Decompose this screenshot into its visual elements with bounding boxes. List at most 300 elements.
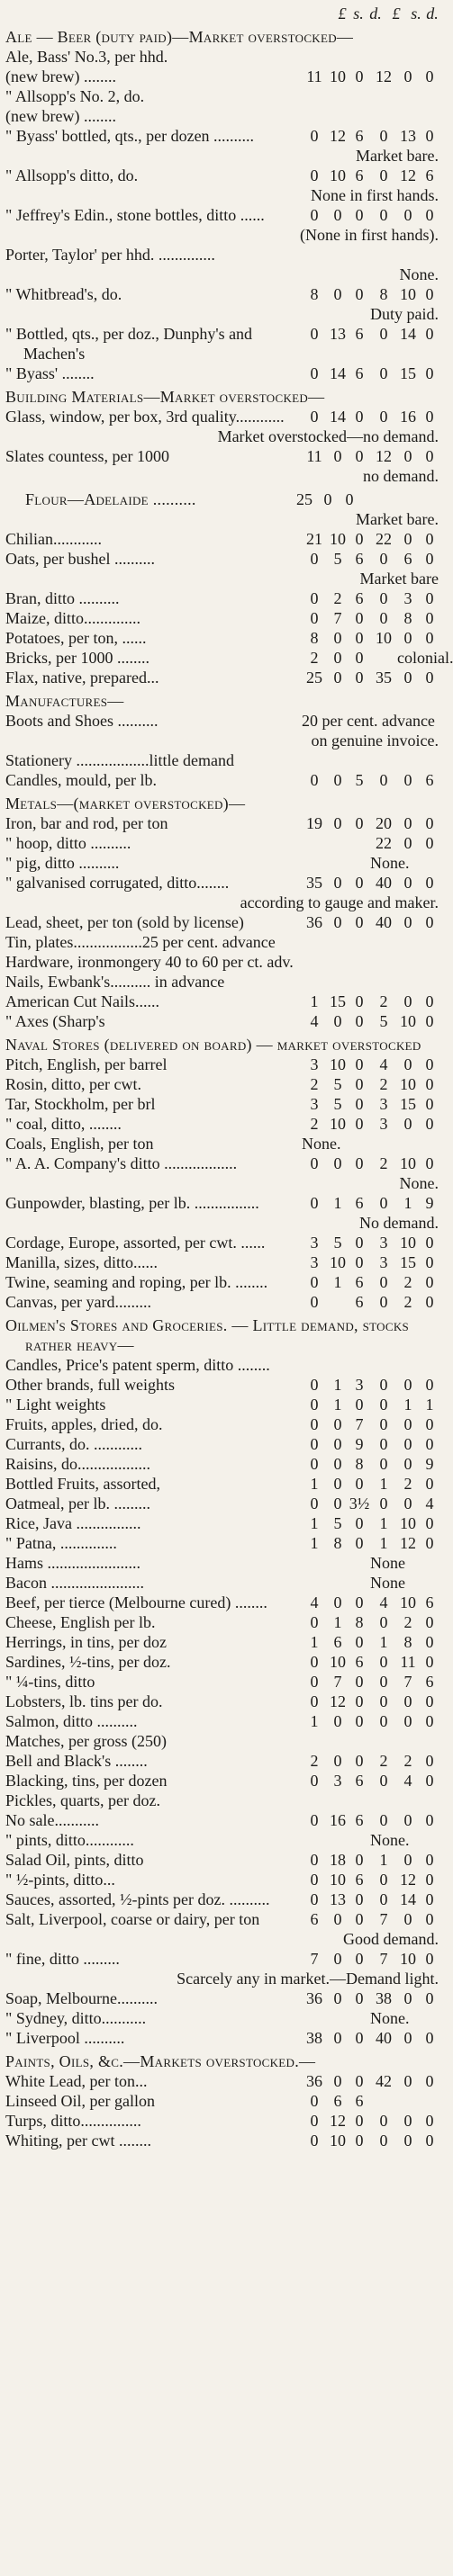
price-cell: 0 [355, 206, 364, 224]
item-description: " ½-pints, ditto... [5, 1871, 115, 1889]
price-cell: 0 [425, 1910, 434, 1928]
price-cell: 7 [379, 1950, 388, 1968]
price-cell: 12 [376, 67, 392, 85]
price-cell: 6 [355, 1871, 364, 1889]
price-cell: 36 [306, 913, 322, 931]
price-cell: 10 [400, 1593, 416, 1611]
price-cell: 13 [330, 325, 346, 343]
item-description: Glass, window, per box, 3rd quality............ [5, 408, 285, 426]
item-description: Sardines, ½-tins, per doz. [5, 1653, 171, 1671]
price-cell: 8 [355, 1455, 364, 1473]
price-cell: 40 [376, 2029, 392, 2047]
item-description: Coals, English, per ton [5, 1135, 154, 1153]
item-description: Bell and Black's ........ [5, 1752, 148, 1770]
price-cell: 0 [379, 1890, 388, 1908]
price-cell: 5 [333, 1514, 342, 1532]
price-cell: 0 [355, 1534, 364, 1552]
price-cell: 8 [403, 1633, 412, 1651]
price-cell: 4 [310, 1593, 319, 1611]
price-cell: 1 [310, 1712, 319, 1730]
price-cell: 8 [310, 629, 319, 647]
price-row [5, 1434, 440, 1454]
price-cell: 5 [333, 1075, 342, 1093]
price-row [5, 1612, 440, 1632]
price-row [5, 1474, 440, 1494]
item-description: Bacon ....................... [5, 1574, 144, 1592]
item-description: Cheese, English per lb. [5, 1613, 156, 1631]
price-row [5, 2008, 440, 2028]
price-cell: 38 [376, 1989, 392, 2007]
price-cell: 6 [355, 325, 364, 343]
price-cell: 8 [403, 609, 412, 627]
price-cell: 10 [330, 1115, 346, 1133]
price-row [5, 668, 440, 687]
price-cell: 25 [306, 669, 322, 687]
price-cell: 0 [425, 447, 434, 465]
price-row [5, 1731, 440, 1751]
price-cell: 2 [403, 1752, 412, 1770]
item-description: Matches, per gross (250) [5, 1732, 167, 1750]
item-description: Fruits, apples, dried, do. [5, 1415, 163, 1433]
price-row [5, 1672, 440, 1692]
price-row [5, 2131, 440, 2150]
market-note: None. [399, 265, 439, 283]
price-cell: 0 [310, 1455, 319, 1473]
price-cell: 2 [310, 1115, 319, 1133]
price-cell: 0 [333, 814, 342, 832]
price-cell: 0 [333, 1494, 342, 1512]
price-cell: 0 [310, 364, 319, 382]
price-cell: 42 [376, 2072, 392, 2090]
section-title: Manufactures— [5, 692, 124, 710]
item-description: " coal, ditto, ........ [5, 1115, 122, 1133]
price-cell: 0 [333, 447, 342, 465]
item-description: (new brew) ........ [5, 107, 116, 125]
price-row [5, 608, 440, 628]
price-cell: 2 [333, 589, 342, 607]
item-description: Candles, Price's patent sperm, ditto ........ [5, 1356, 270, 1374]
price-row [5, 1751, 440, 1771]
price-cell: 0 [355, 1075, 364, 1093]
market-note: on genuine invoice. [311, 732, 439, 749]
item-description: " Byass' bottled, qts., per dozen .......... [5, 127, 255, 145]
item-description: Ale, Bass' No.3, per hhd. [5, 48, 168, 66]
price-cell: 2 [310, 1075, 319, 1093]
price-cell: 0 [355, 447, 364, 465]
price-row [5, 324, 440, 364]
item-description: " Liverpool .......... [5, 2029, 125, 2047]
header-pence-high: d. [426, 4, 439, 22]
price-cell: 0 [355, 814, 364, 832]
price-cell: 1 [403, 1194, 412, 1212]
price-cell: 0 [403, 1415, 412, 1433]
item-description: Candles, mould, per lb. [5, 771, 157, 789]
header-shillings-high: s. [411, 4, 421, 22]
item-description: Chilian............ [5, 530, 102, 548]
price-cell: 0 [403, 1910, 412, 1928]
item-description: Whiting, per cwt ........ [5, 2132, 151, 2150]
price-list [5, 27, 453, 2150]
price-row [5, 972, 440, 992]
price-cell: 0 [355, 1673, 364, 1691]
price-cell: 12 [400, 1871, 416, 1889]
price-cell: 0 [425, 364, 434, 382]
price-cell: 16 [400, 408, 416, 426]
price-row [5, 126, 440, 146]
price-cell: 0 [403, 1376, 412, 1394]
item-description: White Lead, per ton... [5, 2072, 148, 2090]
item-description: Slates countess, per 1000 [5, 447, 169, 465]
price-cell: 1 [379, 1475, 388, 1493]
price-cell: 0 [425, 669, 434, 687]
price-cell: 0 [333, 1950, 342, 1968]
price-row [5, 1074, 440, 1094]
price-row [5, 932, 440, 952]
price-row [5, 1494, 440, 1513]
price-row [5, 166, 440, 185]
price-cell: 0 [310, 609, 319, 627]
price-cell: 0 [310, 1154, 319, 1172]
price-cell: 4 [379, 1593, 388, 1611]
price-cell: 0 [310, 1396, 319, 1414]
market-note: Good demand. [343, 1930, 439, 1948]
item-description: Iron, bar and rod, per ton [5, 814, 168, 832]
price-row [5, 1233, 440, 1252]
price-row [5, 628, 440, 648]
price-row [5, 1134, 440, 1153]
price-cell: 10 [330, 1055, 346, 1073]
price-cell: 40 [376, 913, 392, 931]
market-note: Market overstocked—no demand. [217, 427, 439, 445]
price-cell: 1 [310, 1633, 319, 1651]
price-cell: 0 [310, 1435, 319, 1453]
price-cell: 0 [379, 364, 388, 382]
price-cell: 0 [403, 834, 412, 852]
item-description: Pitch, English, per barrel [5, 1055, 168, 1073]
price-cell: 0 [403, 669, 412, 687]
item-description: Hams ....................... [5, 1554, 140, 1572]
price-cell: 10 [330, 2132, 346, 2150]
item-description: (new brew) ........ [5, 67, 116, 85]
item-description: " pints, ditto............ [5, 1831, 134, 1849]
price-row [5, 1395, 440, 1414]
price-row [5, 407, 440, 426]
item-description: Tar, Stockholm, per brl [5, 1095, 156, 1113]
price-cell: 0 [425, 285, 434, 303]
section-heading [5, 794, 440, 813]
price-cell: 0 [403, 1989, 412, 2007]
price-cell: 1 [379, 1514, 388, 1532]
price-cell: 3 [379, 1253, 388, 1271]
price-cell: 6 [310, 1910, 319, 1928]
price-cell: 0 [310, 589, 319, 607]
price-cell: 10 [400, 1514, 416, 1532]
price-cell: 0 [333, 874, 342, 892]
price-cell: 0 [310, 1653, 319, 1671]
price-row [5, 1889, 440, 1909]
price-cell: 5 [333, 1095, 342, 1113]
price-cell: 0 [379, 1273, 388, 1291]
price-cell: 19 [306, 814, 322, 832]
price-cell: 6 [355, 589, 364, 607]
price-cell: 3 [355, 1376, 364, 1394]
item-description: Stationery ..................little demand [5, 751, 234, 769]
market-note: (None in first hands). [300, 226, 439, 244]
price-cell: 1 [425, 1396, 434, 1414]
price-row [5, 833, 440, 853]
price-cell: 2 [379, 992, 388, 1010]
price-cell: 7 [403, 1673, 412, 1691]
price-cell: 5 [333, 550, 342, 568]
price-cell: 0 [355, 609, 364, 627]
price-row [5, 1094, 440, 1114]
price-cell: 7 [333, 1673, 342, 1691]
price-cell: 0 [403, 992, 412, 1010]
price-cell: 0 [379, 609, 388, 627]
section-title: Ale — Beer (duty paid)—Market overstocked— [5, 28, 354, 46]
price-cell: 3 [310, 1253, 319, 1271]
price-cell: None. [370, 2009, 410, 2027]
price-row [5, 1454, 440, 1474]
price-cell: 1 [310, 1514, 319, 1532]
price-cell: 0 [355, 669, 364, 687]
header-pounds-low: £ [338, 4, 347, 22]
price-cell: 0 [403, 2112, 412, 2130]
price-row [5, 1553, 440, 1573]
item-description: " Byass' ........ [5, 364, 95, 382]
price-cell: 14 [400, 325, 416, 343]
price-cell: 2 [403, 1273, 412, 1291]
price-cell: 0 [403, 1811, 412, 1829]
price-row [5, 205, 440, 225]
price-cell: 0 [355, 1593, 364, 1611]
price-cell: 0 [333, 2029, 342, 2047]
item-description: " Allsopp's No. 2, do. [5, 87, 145, 105]
price-cell: 0 [310, 1415, 319, 1433]
price-cell: 0 [425, 1534, 434, 1552]
price-row [5, 1292, 440, 1312]
price-cell: 0 [333, 1752, 342, 1770]
price-cell: 11 [400, 1653, 416, 1671]
price-row [5, 711, 440, 731]
price-cell: 1 [333, 1396, 342, 1414]
price-cell: 1 [379, 1633, 388, 1651]
price-cell: 0 [425, 206, 434, 224]
price-row [5, 1810, 440, 1830]
price-cell: 0 [379, 1494, 388, 1512]
price-cell: 0 [425, 1293, 434, 1311]
price-cell: 0 [379, 1712, 388, 1730]
price-cell: 1 [403, 1396, 412, 1414]
price-row [5, 1850, 440, 1870]
price-cell: 9 [355, 1435, 364, 1453]
price-cell: 10 [330, 1253, 346, 1271]
item-description: Oatmeal, per lb. ......... [5, 1494, 150, 1512]
price-cell: 0 [403, 913, 412, 931]
price-cell: 0 [379, 1455, 388, 1473]
price-cell: 0 [425, 1633, 434, 1651]
item-description: Boots and Shoes .......... [5, 712, 159, 730]
item-description: Salmon, ditto .......... [5, 1712, 138, 1730]
price-cell: 1 [310, 1534, 319, 1552]
price-cell: 0 [310, 1194, 319, 1212]
price-row [5, 1375, 440, 1395]
price-cell: 0 [310, 1890, 319, 1908]
item-description: Tin, plates.................25 per cent. advance [5, 933, 276, 951]
price-cell: 0 [403, 2072, 412, 2090]
price-cell: 0 [379, 166, 388, 184]
price-row [5, 549, 440, 569]
price-cell: 7 [355, 1415, 364, 1433]
price-cell: 6 [355, 550, 364, 568]
price-cell: 3 [310, 1234, 319, 1252]
item-description: " pig, ditto .......... [5, 854, 120, 872]
price-cell: 0 [425, 1376, 434, 1394]
price-cell: 0 [425, 127, 434, 145]
price-cell: 0 [355, 913, 364, 931]
price-cell: 0 [355, 1234, 364, 1252]
price-cell: 0 [310, 166, 319, 184]
price-cell: 36 [306, 2072, 322, 2090]
section-heading [5, 1315, 440, 1355]
price-cell: 1 [333, 1376, 342, 1394]
price-cell: 0 [425, 1253, 434, 1271]
item-description: " Patna, .............. [5, 1534, 117, 1552]
price-cell: 7 [310, 1950, 319, 1968]
price-cell: 35 [376, 669, 392, 687]
price-cell: 0 [310, 1273, 319, 1291]
item-description: Raisins, do.................. [5, 1455, 151, 1473]
price-cell: 0 [403, 1055, 412, 1073]
price-cell: 0 [310, 325, 319, 343]
price-row [5, 992, 440, 1011]
price-cell: 0 [403, 1115, 412, 1133]
price-cell: 0 [310, 1494, 319, 1512]
price-cell: 0 [425, 1435, 434, 1453]
price-row [5, 1114, 440, 1134]
price-cell: 0 [379, 1673, 388, 1691]
price-cell: 11 [306, 447, 322, 465]
price-cell: 0 [355, 1989, 364, 2007]
price-cell: 0 [403, 447, 412, 465]
price-cell: 7 [379, 1910, 388, 1928]
price-cell: 0 [345, 490, 354, 508]
price-cell: 0 [310, 550, 319, 568]
price-cell: 10 [400, 1075, 416, 1093]
price-cell: 0 [403, 530, 412, 548]
price-cell: 13 [400, 127, 416, 145]
item-description: Rosin, ditto, per cwt. [5, 1075, 141, 1093]
price-cell: 0 [355, 1692, 364, 1710]
price-cell: 0 [403, 1712, 412, 1730]
price-cell: 0 [425, 1055, 434, 1073]
price-cell: 10 [330, 530, 346, 548]
price-cell: 10 [330, 166, 346, 184]
item-description: Hardware, ironmongery 40 to 60 per ct. adv. [5, 953, 294, 971]
price-cell: 0 [425, 1772, 434, 1790]
price-cell: 0 [425, 1692, 434, 1710]
price-row [5, 648, 453, 668]
price-cell: 10 [400, 1234, 416, 1252]
price-cell: 0 [333, 669, 342, 687]
price-row [5, 1513, 440, 1533]
item-description: Lead, sheet, per ton (sold by license) [5, 913, 244, 931]
price-cell: 1 [333, 1194, 342, 1212]
price-row [5, 2028, 440, 2048]
price-cell: 40 [376, 874, 392, 892]
section-title: Flour—Adelaide .......... [25, 490, 196, 508]
price-row [5, 813, 440, 833]
price-row [5, 446, 440, 466]
price-cell: 1 [379, 1851, 388, 1869]
price-cell: 0 [425, 1234, 434, 1252]
price-cell: 6 [355, 1273, 364, 1291]
item-description: Herrings, in tins, per doz [5, 1633, 167, 1651]
price-cell: 3 [310, 1055, 319, 1073]
price-cell: 0 [333, 1910, 342, 1928]
item-description: Rice, Java ................ [5, 1514, 141, 1532]
item-description: " hoop, ditto .......... [5, 834, 131, 852]
price-row [5, 912, 440, 932]
price-row [5, 529, 440, 549]
price-cell: 0 [379, 1811, 388, 1829]
price-cell: 0 [333, 285, 342, 303]
section-title: Building Materials—Market overstocked— [5, 388, 325, 406]
price-cell: 0 [379, 1772, 388, 1790]
item-description: Beef, per tierce (Melbourne cured) ........ [5, 1593, 267, 1611]
item-description: Turps, ditto............... [5, 2112, 141, 2130]
item-description: " Allsopp's ditto, do. [5, 166, 139, 184]
price-cell: 2 [379, 1752, 388, 1770]
price-cell: 4 [379, 1055, 388, 1073]
price-cell: 0 [425, 550, 434, 568]
price-row [5, 1011, 440, 1031]
price-cell: 0 [425, 1012, 434, 1030]
price-cell: 0 [425, 589, 434, 607]
price-cell: 0 [379, 325, 388, 343]
price-cell: 0 [425, 325, 434, 343]
price-cell: 6 [355, 1653, 364, 1671]
item-description: " Bottled, qts., per doz., Dunphy's and Machen's [5, 325, 253, 363]
price-cell: 10 [400, 1154, 416, 1172]
price-row [5, 588, 440, 608]
price-cell: 0 [403, 1851, 412, 1869]
price-cell: 0 [310, 1673, 319, 1691]
price-cell: 2 [403, 1293, 412, 1311]
price-cell: 10 [330, 67, 346, 85]
price-cell: 0 [425, 1154, 434, 1172]
price-cell: 12 [400, 1534, 416, 1552]
price-cell: 0 [333, 1593, 342, 1611]
price-cell: 0 [425, 1989, 434, 2007]
price-row [5, 1870, 440, 1889]
price-cell: 10 [376, 629, 392, 647]
market-note: No demand. [359, 1214, 439, 1232]
section-heading [5, 387, 440, 407]
price-row [5, 1632, 440, 1652]
price-cell: 0 [379, 1415, 388, 1433]
price-cell: 0 [333, 2072, 342, 2090]
price-row [5, 2091, 440, 2111]
price-cell: 0 [403, 2029, 412, 2047]
item-description: Bottled Fruits, assorted, [5, 1475, 160, 1493]
price-cell: 0 [355, 1890, 364, 1908]
section-title: Naval Stores (delivered on board) — market overstocked [5, 1036, 421, 1054]
price-cell: 0 [425, 629, 434, 647]
price-cell: 2 [403, 1613, 412, 1631]
price-cell: 0 [425, 874, 434, 892]
price-cell: 0 [425, 814, 434, 832]
